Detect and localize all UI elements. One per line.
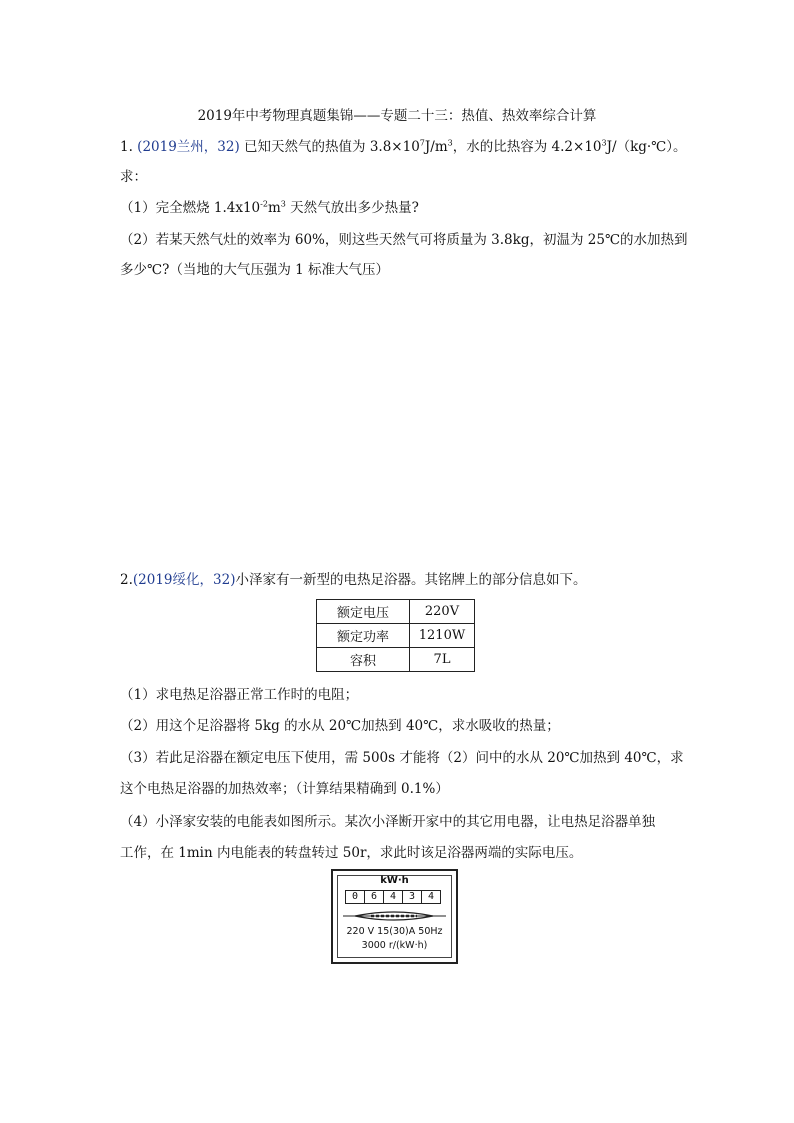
meter-spec-line2: 3000 r/(kW·h)	[361, 940, 428, 951]
q1-stem-text-d: J/（kg·℃）。	[606, 139, 687, 155]
q1-number: 1.	[120, 139, 138, 155]
meter-digit: 6	[365, 891, 384, 903]
table-row	[317, 624, 475, 648]
q2-part2: （2）用这个足浴器将 5kg 的水从 20℃加热到 40℃，求水吸收的热量；	[120, 718, 560, 734]
q2-stem	[120, 570, 586, 590]
q1-part2-line1: （2）若某天然气灶的效率为 60%，则这些天然气可将质量为 3.8kg，初温为 25℃的水加热到	[120, 232, 688, 248]
page-title: 2019年中考物理真题集锦——专题二十三：热值、热效率综合计算	[197, 108, 597, 124]
q1-exp1: 7	[419, 138, 425, 148]
table-cell-value: 7L	[410, 648, 475, 672]
nameplate-table	[316, 599, 475, 672]
q1-part1-text-c: 天然气放出多少热量?	[285, 200, 419, 216]
q2-stem-text: 小泽家有一新型的电热足浴器。其铭牌上的部分信息如下。	[235, 572, 587, 588]
meter-digit: 4	[427, 891, 435, 902]
table-cell-key: 额定功率	[317, 624, 410, 648]
meter-unit-label: kW·h	[380, 875, 409, 886]
table-cell-value: 220V	[410, 600, 475, 624]
table-row	[317, 648, 475, 672]
q1-stem-text-a: 已知天然气的热值为 3.8×10	[239, 139, 420, 155]
q1-part1-exp: -2	[260, 199, 268, 209]
table-row	[317, 600, 475, 624]
q1-part1	[120, 198, 419, 218]
q1-ask: 求：	[120, 169, 147, 185]
meter-digit: 3	[403, 891, 422, 903]
q1-part2-line2: 多少℃?（当地的大气压强为 1 标准大气压）	[120, 262, 390, 278]
q2-part3-line1: （3）若此足浴器在额定电压下使用，需 500s 才能将（2）问中的水从 20℃加热到 40℃，求	[120, 750, 684, 766]
meter-digit: 0	[346, 891, 365, 903]
meter-digit-display	[345, 890, 441, 904]
electricity-meter-figure	[331, 869, 458, 964]
q1-source: (2019兰州，32)	[137, 139, 240, 155]
q1-stem-text-b: J/m	[424, 139, 448, 155]
meter-rotor-disc-icon	[341, 909, 448, 923]
table-cell-key: 容积	[317, 648, 410, 672]
q2-part1: （1）求电热足浴器正常工作时的电阻；	[120, 687, 359, 703]
meter-spec-line1: 220 V 15(30)A 50Hz	[346, 926, 443, 937]
q1-exp2: 3	[447, 138, 453, 148]
q2-part4-line2: 工作，在 1min 内电能表的转盘转过 50r，求此时该足浴器两端的实际电压。	[120, 845, 583, 861]
q1-stem-text-c: ，水的比热容为 4.2×10	[452, 139, 602, 155]
q1-part1-text-a: （1）完全燃烧 1.4x10	[120, 200, 261, 216]
q1-exp3: 3	[601, 138, 607, 148]
table-cell-key: 额定电压	[317, 600, 410, 624]
q1-stem	[120, 137, 687, 157]
q2-source: (2019绥化，32)	[132, 572, 236, 588]
meter-digit: 4	[384, 891, 403, 903]
q1-part1-exp2: 3	[280, 199, 286, 209]
q2-part4-line1: （4）小泽家安装的电能表如图所示。某次小泽断开家中的其它用电器，让电热足浴器单独	[120, 814, 656, 830]
q2-number: 2.	[120, 572, 133, 588]
table-cell-value: 1210W	[410, 624, 475, 648]
q1-part1-text-b: m	[267, 200, 281, 216]
q2-part3-line2: 这个电热足浴器的加热效率；（计算结果精确到 0.1%）	[120, 781, 449, 797]
